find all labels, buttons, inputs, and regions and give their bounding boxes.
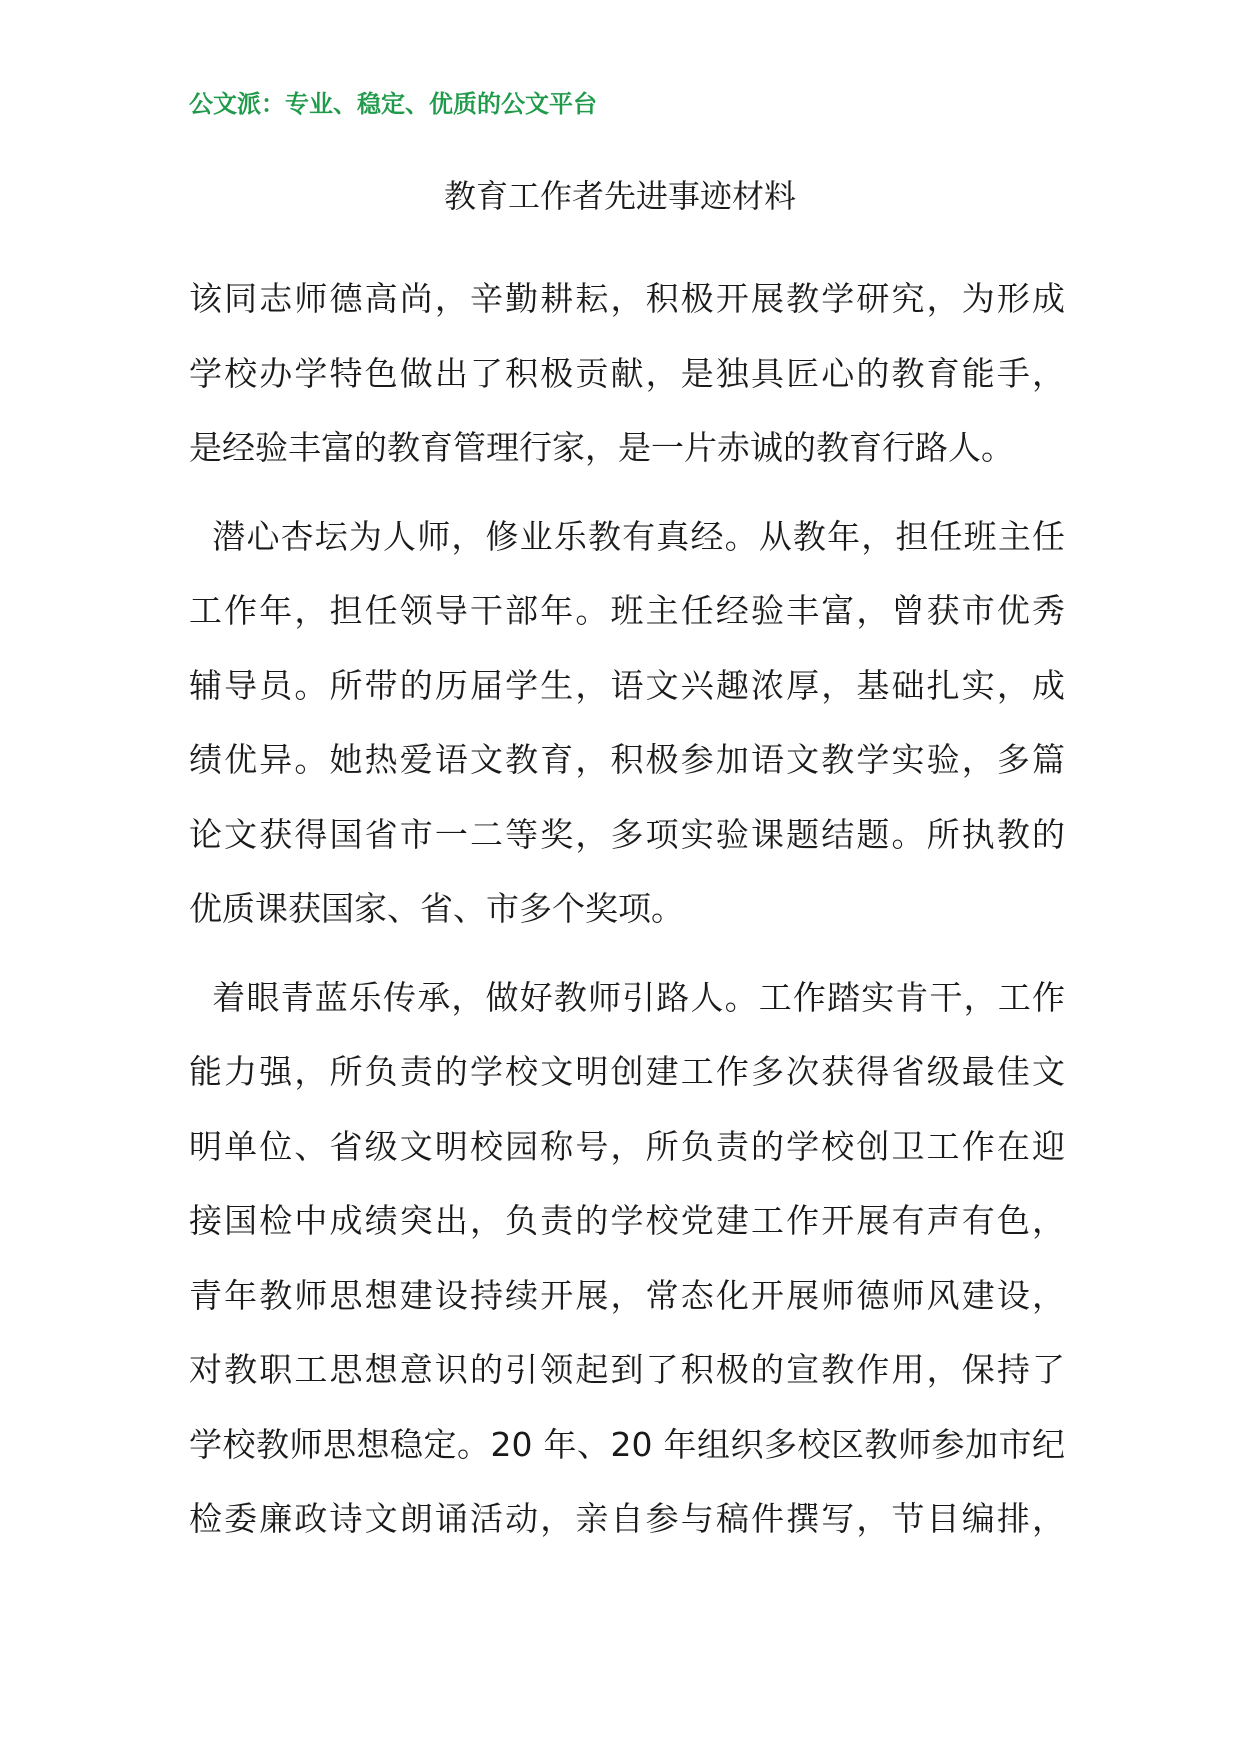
document-title: 教育工作者先进事迹材料 bbox=[443, 177, 796, 215]
paragraph-3 bbox=[189, 961, 1065, 1557]
text-line: 辅导员。所带的历届学生，语文兴趣浓厚，基础扎实，成 bbox=[189, 665, 1065, 705]
text-line: 论文获得国省市一二等奖，多项实验课题结题。所执教的 bbox=[189, 814, 1065, 854]
paragraph-1 bbox=[189, 262, 1065, 486]
text-line: 是经验丰富的教育管理行家，是一片赤诚的教育行路人。 bbox=[189, 428, 1014, 467]
text-line: 潜心杏坛为人师，修业乐教有真经。从教年，担任班主任 bbox=[189, 516, 1065, 556]
text-line: 明单位、省级文明校园称号，所负责的学校创卫工作在迎 bbox=[189, 1126, 1065, 1166]
text-line: 着眼青蓝乐传承，做好教师引路人。工作踏实肯干，工作 bbox=[189, 977, 1065, 1017]
text-line: 能力强，所负责的学校文明创建工作多次获得省级最佳文 bbox=[189, 1052, 1065, 1091]
text-line: 绩优异。她热爱语文教育，积极参加语文教学实验，多篇 bbox=[189, 740, 1065, 779]
text-line: 工作年，担任领导干部年。班主任经验丰富，曾获市优秀 bbox=[189, 591, 1065, 630]
text-line: 对教职工思想意识的引领起到了积极的宣教作用，保持了 bbox=[189, 1350, 1065, 1389]
text-line: 该同志师德高尚，辛勤耕耘，积极开展教学研究，为形成 bbox=[189, 279, 1065, 318]
document-body bbox=[189, 262, 1065, 1571]
text-line: 青年教师思想建设持续开展，常态化开展师德师风建设， bbox=[189, 1275, 1065, 1315]
text-line: 接国检中成绩突出，负责的学校党建工作开展有声有色， bbox=[189, 1201, 1065, 1240]
site-banner: 公文派：专业、稳定、优质的公文平台 bbox=[189, 90, 597, 118]
text-line: 检委廉政诗文朗诵活动，亲自参与稿件撰写，节目编排， bbox=[189, 1499, 1065, 1538]
paragraph-2 bbox=[189, 500, 1065, 947]
text-line: 学校教师思想稳定。20 年、20 年组织多校区教师参加市纪 bbox=[189, 1424, 1065, 1464]
text-line: 优质课获国家、省、市多个奖项。 bbox=[189, 889, 684, 928]
text-line: 学校办学特色做出了积极贡献，是独具匠心的教育能手， bbox=[189, 353, 1065, 393]
